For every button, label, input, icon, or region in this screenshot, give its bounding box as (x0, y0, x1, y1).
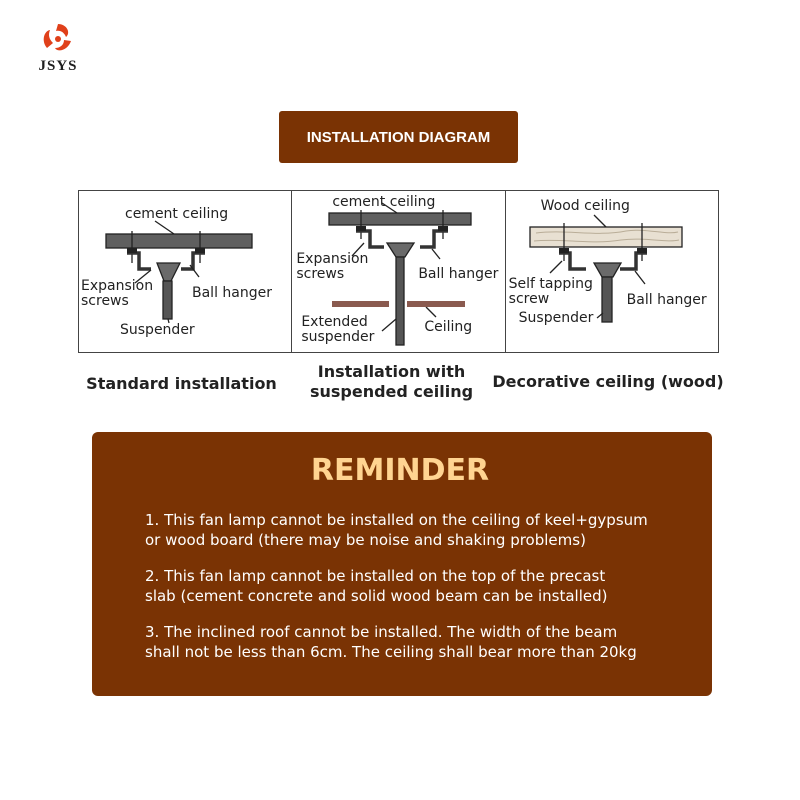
panel-suspended (292, 191, 505, 352)
reminder-item-1-line-2: or wood board (there may be noise and shaking problems) (145, 531, 586, 549)
label-expansion-2: Expansion (296, 251, 369, 267)
label-screws-2: screws (296, 266, 345, 282)
caption-standard-text: Standard installation (86, 374, 277, 393)
label-ball-hanger: Ball hanger (192, 285, 272, 301)
label-suspender-2: suspender (301, 329, 375, 345)
label-suspender-3: Suspender (518, 310, 594, 326)
installation-diagram-title (279, 111, 518, 163)
reminder-item-3-line-1: 3. The inclined roof cannot be installed. The width of the beam (145, 623, 618, 641)
reminder-title: REMINDER (310, 453, 490, 488)
reminder-item-2-line-2: slab (cement concrete and solid wood beam can be installed) (145, 587, 608, 605)
label-ball-hanger-3: Ball hanger (626, 292, 707, 308)
label-ball-hanger-2: Ball hanger (418, 266, 499, 282)
label-cement-ceiling: cement ceiling (125, 206, 229, 222)
label-self-tapping: Self tapping (508, 276, 593, 292)
caption-suspended (285, 362, 498, 402)
label-extended: Extended (301, 314, 368, 330)
reminder-item-2 (145, 566, 685, 606)
reminder-item-1-line-1: 1. This fan lamp cannot be installed on the ceiling of keel+gypsum (145, 511, 648, 529)
label-cement-ceiling-2: cement ceiling (332, 194, 436, 210)
label-expansion: Expansion (81, 278, 154, 294)
reminder-item-3 (145, 622, 685, 662)
caption-suspended-line-2: suspended ceiling (309, 382, 474, 401)
reminder-item-2-line-1: 2. This fan lamp cannot be installed on the top of the precast (145, 567, 606, 585)
label-screw: screw (508, 291, 550, 307)
reminder-item-1 (145, 510, 685, 550)
title-text: INSTALLATION DIAGRAM (306, 128, 491, 146)
panel-wood (506, 191, 718, 352)
caption-suspended-line-1: Installation with (317, 362, 466, 381)
label-ceiling: Ceiling (424, 319, 473, 335)
caption-wood-text: Decorative ceiling (wood) (492, 372, 724, 391)
label-screws: screws (81, 293, 129, 309)
caption-standard (78, 362, 285, 394)
label-wood-ceiling: Wood ceiling (540, 198, 630, 214)
brand-name: JSYS (38, 58, 78, 74)
label-suspender: Suspender (120, 322, 195, 338)
caption-wood (492, 362, 724, 392)
swirl-logo-icon (38, 22, 78, 56)
reminder-item-3-line-2: shall not be less than 6cm. The ceiling shall bear more than 20kg (145, 643, 637, 661)
panel-standard (79, 191, 292, 352)
wood-diagram (506, 191, 724, 352)
brand (28, 22, 88, 75)
diagram-panels (78, 190, 719, 353)
